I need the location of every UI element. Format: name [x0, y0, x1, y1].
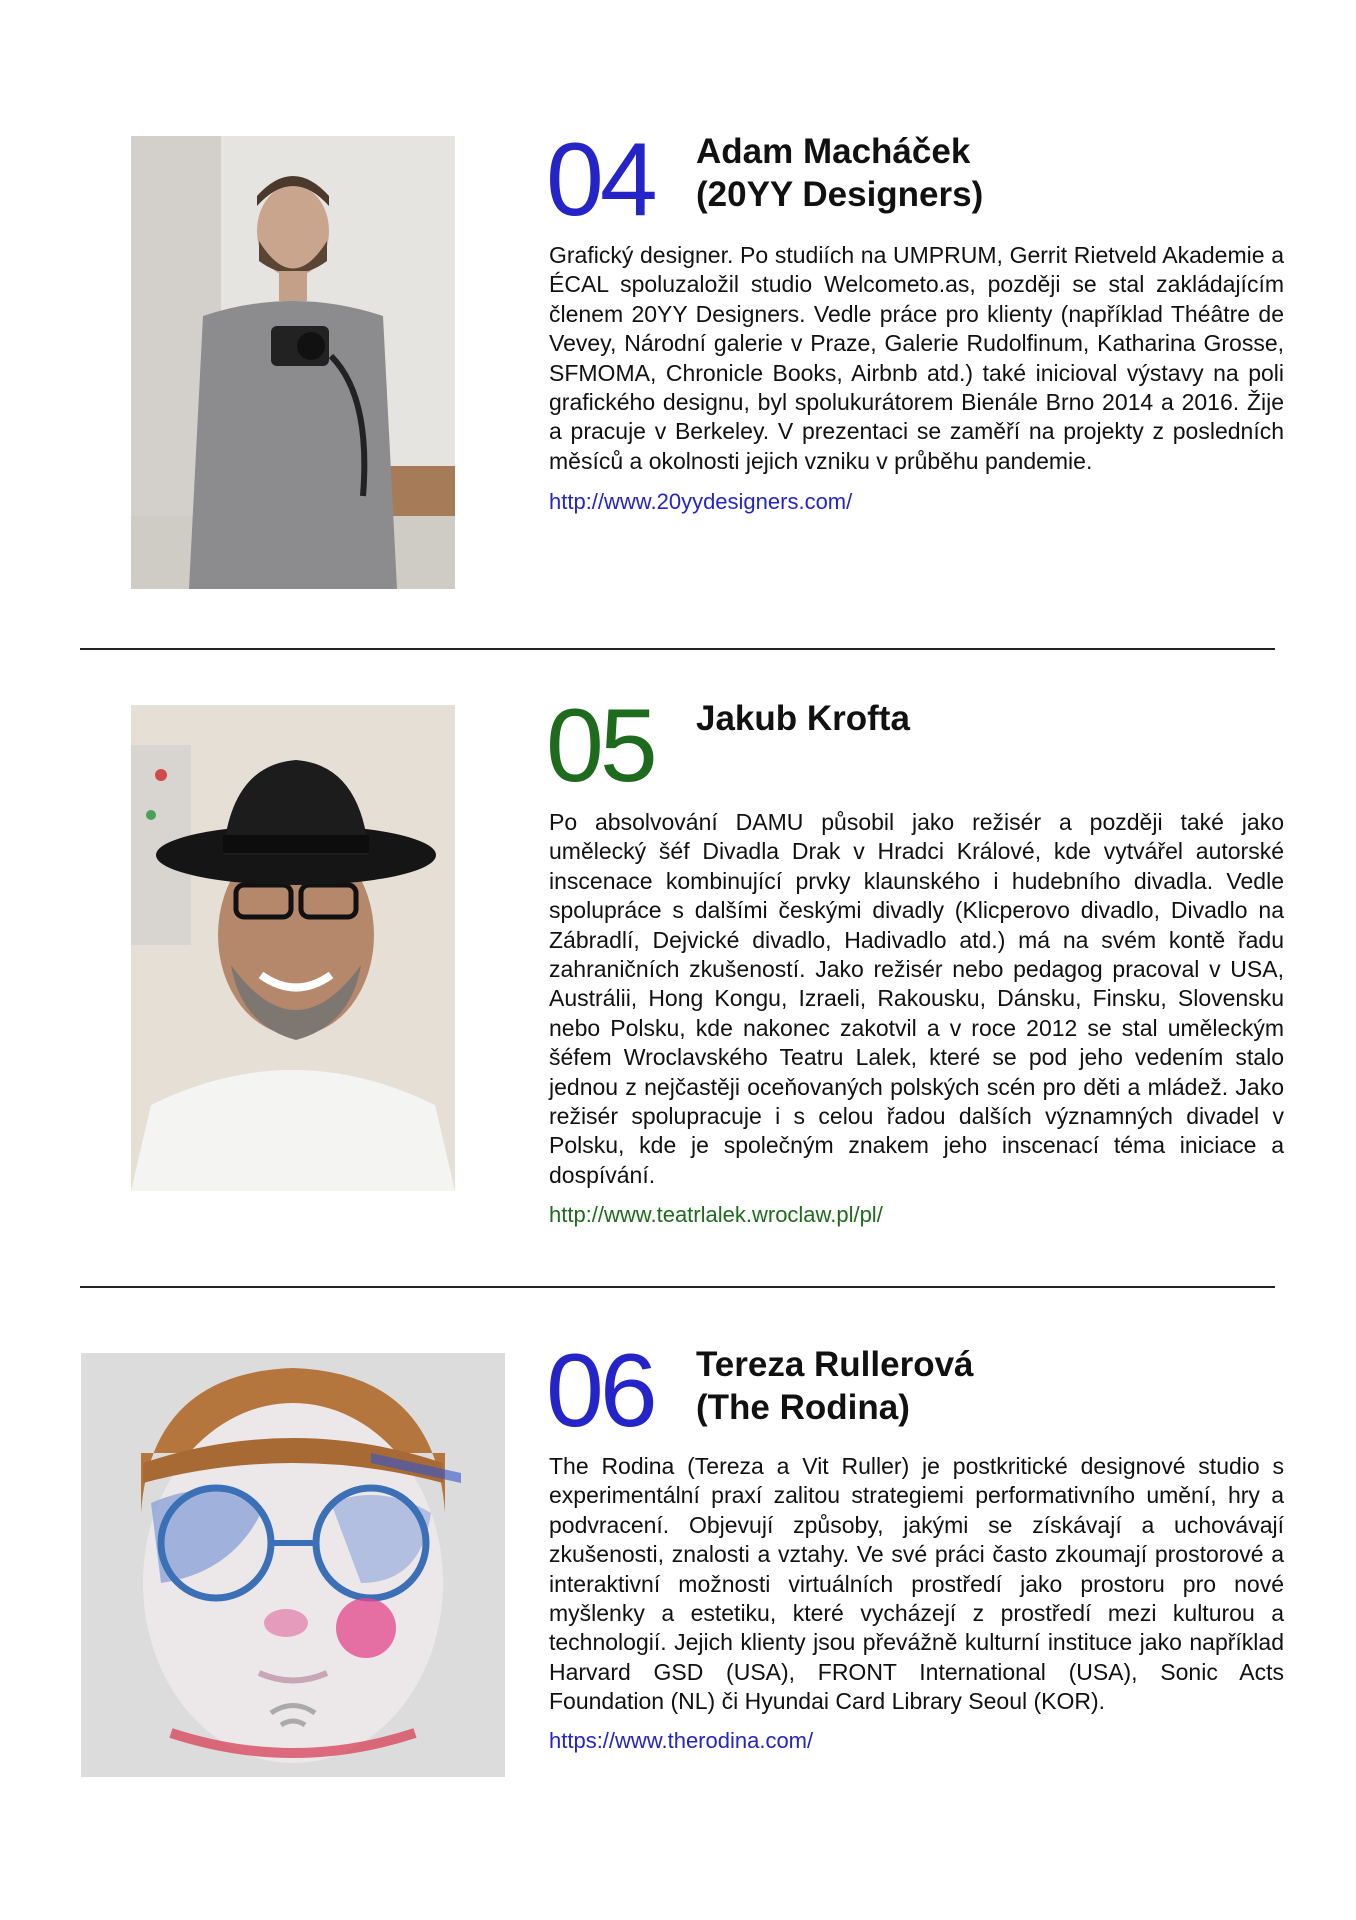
portrait-jakub-krofta — [131, 705, 455, 1191]
speaker-bio: Grafický designer. Po studiích na UMPRUM, Gerrit Rietveld Akademie a ÉCAL spoluzaložil studio Welcometo.as, později se stal zakládajícím členem 20YY Designers. Vedle práce pro klienty (například Théâtre de Vevey, Národní galerie v Praze, Galerie Rudolfinum, Katharina Grosse, SFMOMA, Chronicle Books, Airbnb atd.) také inicioval výstavy na poli grafického designu, byl spolukurátorem Bienále Brno 2014 a 2016. Žije a pracuje v Berkeley. V prezentaci se zaměří na projekty z posledních měsíců a okolnosti jejich vzniku v průběhu pandemie. — [549, 242, 1284, 474]
section-divider — [80, 648, 1275, 650]
speaker-website-link[interactable]: https://www.therodina.com/ — [549, 1728, 814, 1753]
entry-number: 04 — [546, 122, 654, 238]
section-divider — [80, 1286, 1275, 1288]
speaker-name-line1: Jakub Krofta — [696, 699, 910, 738]
portrait-illustration — [131, 136, 455, 589]
entry-number: 06 — [546, 1333, 654, 1449]
speaker-bio: The Rodina (Tereza a Vit Ruller) je postkritické designové studio s experimentální praxí zalitou strategiemi performativního umění, hry a podvracení. Objevují způsoby, jakými se získávají a uchovávají zkušenosti, znalosti a vztahy. Ve své práci často zkoumají prostorové a interaktivní možnosti virtuálních prostředí jako prostoru pro nové myšlenky a estetiku, které vycházejí z prostředí mezi kulturou a technologií. Jejich klienty jsou převážně kulturní instituce jako například Harvard GSD (USA), FRONT International (USA), Sonic Acts Foundation (NL) či Hyundai Card Library Seoul (KOR). — [549, 1453, 1284, 1715]
speaker-name — [696, 130, 983, 216]
speaker-name-line1: Tereza Rullerová — [696, 1345, 974, 1384]
portrait-illustration — [81, 1353, 505, 1777]
portrait-adam-machacek — [131, 136, 455, 589]
speaker-name — [696, 1343, 974, 1429]
speaker-name-line2: (20YY Designers) — [696, 175, 984, 214]
speaker-name-line2: (The Rodina) — [696, 1388, 910, 1427]
speaker-website-link[interactable]: http://www.teatrlalek.wroclaw.pl/pl/ — [549, 1202, 883, 1227]
speaker-website-link[interactable]: http://www.20yydesigners.com/ — [549, 489, 853, 514]
speaker-bio: Po absolvování DAMU působil jako režisér a později také jako umělecký šéf Divadla Drak v Hradci Králové, kde vytvářel autorské inscenace kombinující prvky klaunského i hudebního divadla. Vedle spolupráce s dalšími českými divadly (Klicperovo divadlo, Divadlo na Zábradlí, Dejvické divadlo, Hadivadlo atd.) má na svém kontě řadu zahraničních zkušeností. Jako režisér nebo pedagog pracoval v USA, Austrálii, Hong Kongu, Izraeli, Rakousku, Dánsku, Finsku, Slovensku nebo Polsku, kde nakonec zakotvil a v roce 2012 se stal uměleckým šéfem Wroclavského Teatru Lalek, které se pod jeho vedením stalo jednou z nejčastěji oceňovaných polských scén pro děti a mládež. Jako režisér spolupracuje i s celou řadou dalších významných divadel v Polsku, kde je společným znakem jeho inscenací téma iniciace a dospívání. — [549, 809, 1284, 1188]
speaker-name — [696, 697, 910, 740]
portrait-tereza-rullerova — [81, 1353, 505, 1777]
speaker-name-line1: Adam Macháček — [696, 132, 971, 171]
portrait-illustration — [131, 705, 455, 1191]
entry-number: 05 — [546, 688, 654, 804]
